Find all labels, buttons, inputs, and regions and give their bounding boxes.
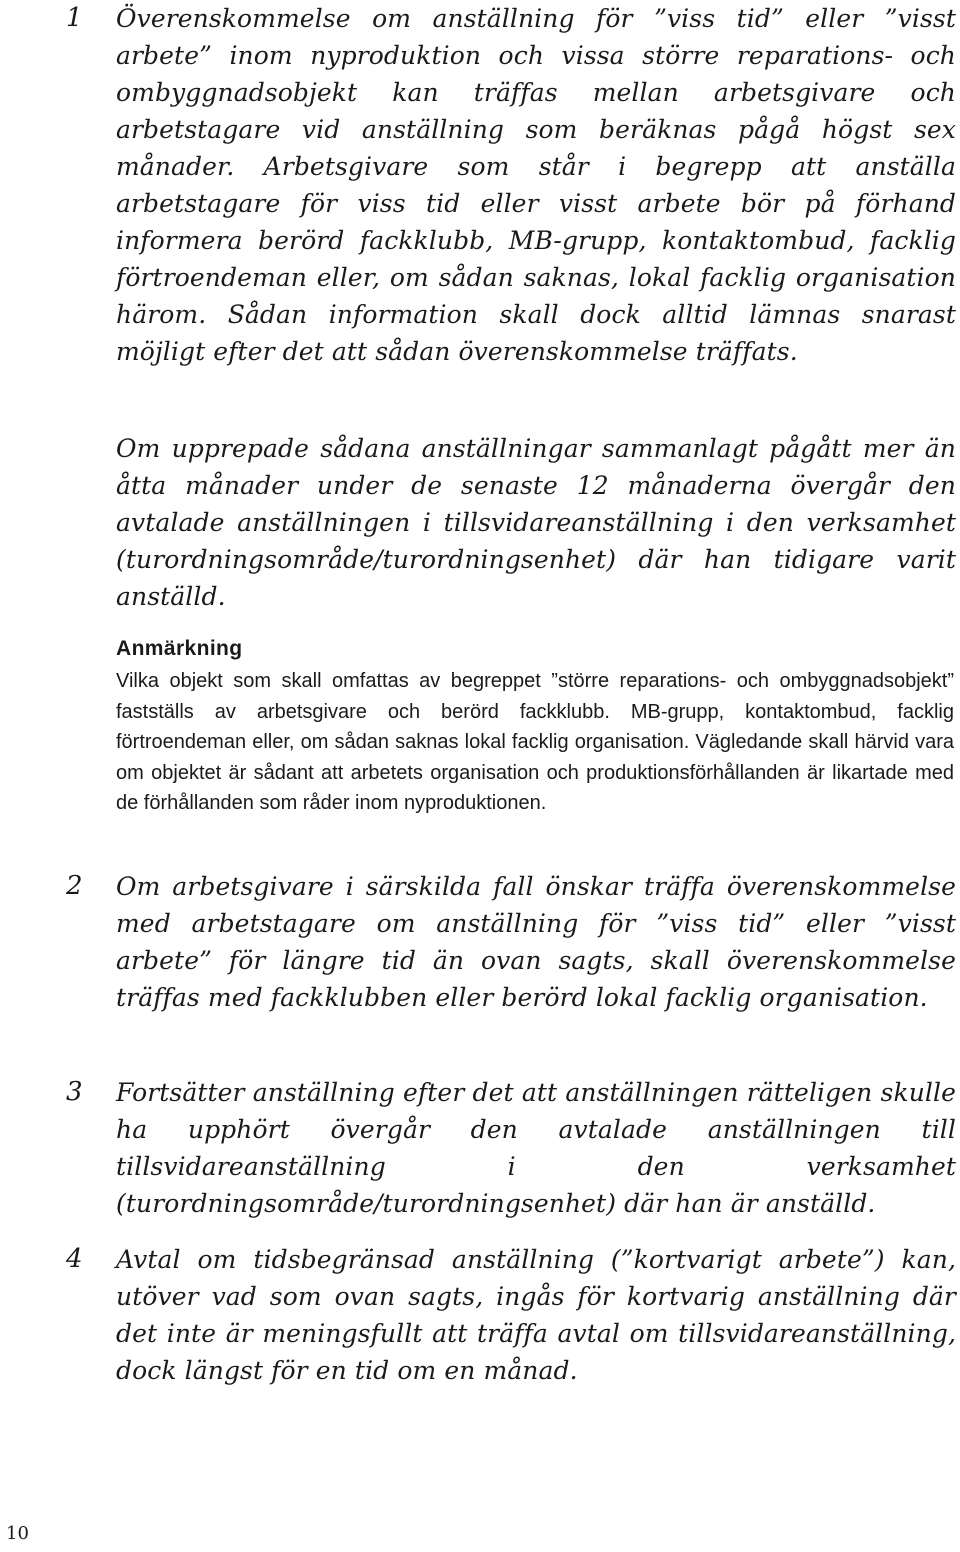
note-heading: Anmärkning xyxy=(116,637,243,660)
section-2-text: Om arbetsgivare i särskilda fall önskar träffa överenskommelse med arbetstagare om anställning för ”viss tid” eller ”visst arbete” för längre tid än ovan sagts, skall överenskommelse träffas med fackklubben eller berörd lokal facklig organisation. xyxy=(116,872,956,1012)
section-number: 2 xyxy=(66,871,83,901)
section-number: 1 xyxy=(66,3,83,33)
note-text: Vilka objekt som skall omfattas av begreppet ”större reparations- och ombyggnadsobjekt” fastställs av arbetsgivare och berörd fackklubb. MB-grupp, kontaktombud, facklig förtroendeman eller, om sådan saknas lokal facklig organisation. Vägledande skall härvid vara om objektet är sådant att arbetets organisation och produktionsförhållanden är likartade med de förhållanden som råder inom nyproduktionen. xyxy=(116,670,954,814)
section-4-text: Avtal om tidsbegränsad anställning (”kortvarigt arbete”) kan, utöver vad som ovan sagts, ingås för kortvarig anställning där det inte är meningsfullt att träffa avtal om tillsvidareanställning, dock längst för en tid om en månad. xyxy=(116,1245,956,1385)
page-number: 10 xyxy=(6,1523,29,1544)
section-number: 4 xyxy=(66,1244,83,1274)
section-3-text: Fortsätter anställning efter det att anställningen rätteligen skulle ha upphört övergår den avtalade anställningen till tillsvidareanställning i den verksamhet (turordningsområde/turordningsenhet) där han är anställd. xyxy=(116,1078,956,1218)
section-number: 3 xyxy=(66,1077,83,1107)
section-1-paragraph-1: Överenskommelse om anställning för ”viss tid” eller ”visst arbete” inom nyproduktion och vissa större reparations- och ombyggnadsobjekt kan träffas mellan arbetsgivare och arbetstagare vid anställning som beräknas pågå högst sex månader. Arbetsgivare som står i begrepp att anställa arbetstagare för viss tid eller visst arbete bör på förhand informera berörd fackklubb, MB-grupp, kontaktombud, facklig förtroendeman eller, om sådan saknas, lokal facklig organisation härom. Sådan information skall dock alltid lämnas snarast möjligt efter det att sådan överenskommelse träffats. xyxy=(116,4,956,366)
section-1-paragraph-2: Om upprepade sådana anställningar sammanlagt pågått mer än åtta månader under de senaste 12 månaderna övergår den avtalade anställningen i tillsvidareanställning i den verksamhet (turordningsområde/turordningsenhet) där han tidigare varit anställd. xyxy=(116,434,956,611)
